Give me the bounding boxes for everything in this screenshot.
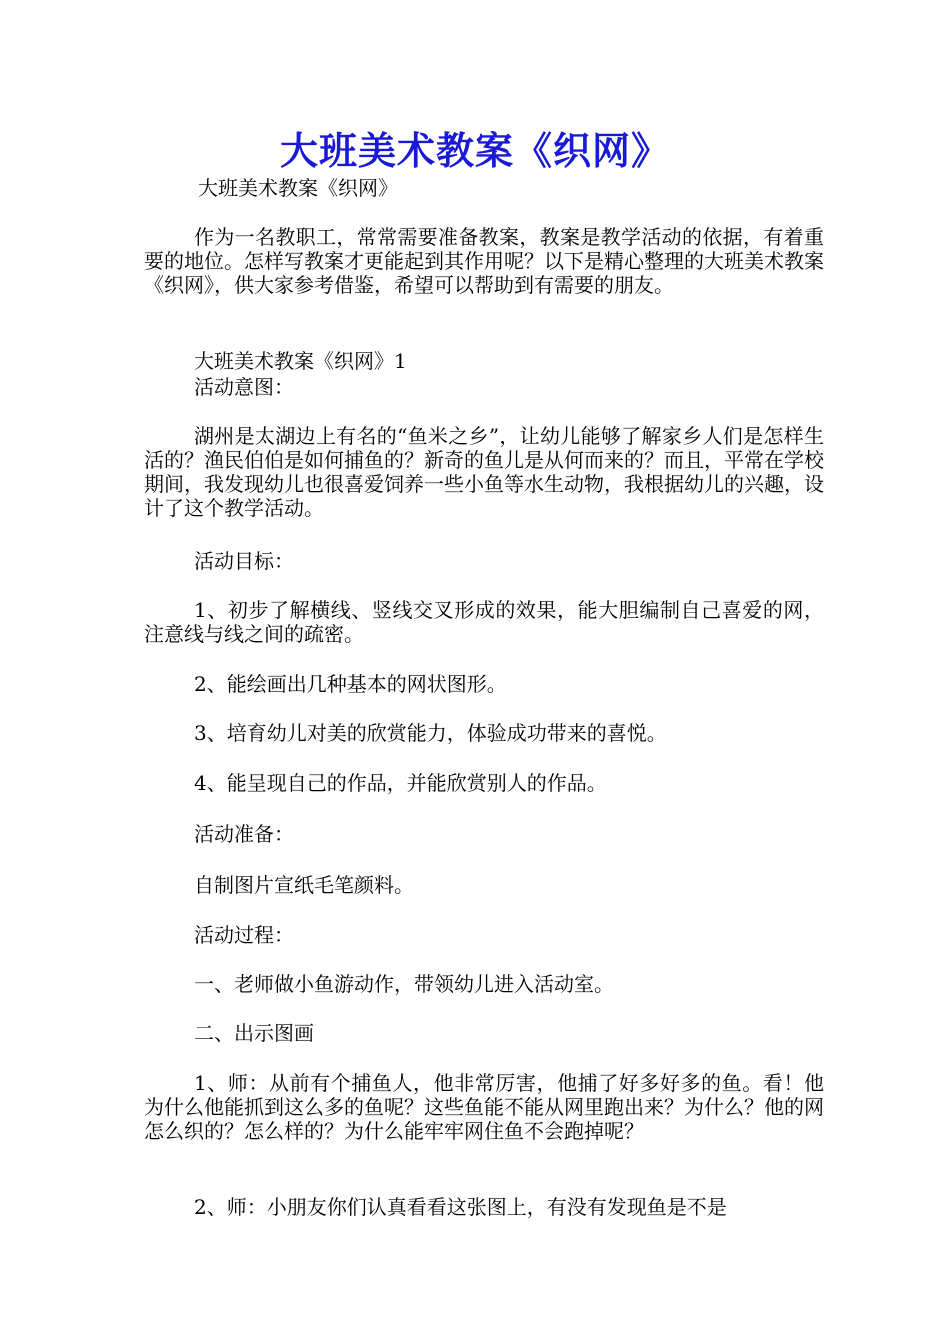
goal-item-1: 1、初步了解横线、竖线交叉形成的效果，能大胆编制自己喜爱的网，注意线与线之间的疏密。 [144, 598, 824, 646]
goal-item-4: 4、能呈现自己的作品，并能欣赏别人的作品。 [194, 771, 607, 795]
intro-paragraph: 作为一名教职工，常常需要准备教案，教案是教学活动的依据，有着重要的地位。怎样写教案才更能起到其作用呢？以下是精心整理的大班美术教案《织网》，供大家参考借鉴，希望可以帮助到有需要的朋友。 [144, 225, 824, 297]
process-step-2-1: 1、师：从前有个捕鱼人，他非常厉害，他捕了好多好多的鱼。看！他为什么他能抓到这么多的鱼呢？这些鱼能不能从网里跑出来？为什么？他的网怎么织的？怎么样的？为什么能牢牢网住鱼不会跑掉呢？ [144, 1071, 824, 1143]
document-title: 大班美术教案《织网》 [279, 128, 670, 173]
section-heading: 大班美术教案《织网》1 [194, 349, 407, 373]
intent-heading: 活动意图： [194, 375, 294, 399]
document-subtitle: 大班美术教案《织网》 [198, 176, 398, 200]
goal-item-3: 3、培育幼儿对美的欣赏能力，体验成功带来的喜悦。 [194, 721, 667, 745]
process-step-2-2: 2、师：小朋友你们认真看看这张图上，有没有发现鱼是不是 [194, 1195, 727, 1219]
process-heading: 活动过程： [194, 923, 294, 947]
prep-text: 自制图片宣纸毛笔颜料。 [194, 873, 414, 897]
process-step-2: 二、出示图画 [194, 1021, 314, 1045]
prep-heading: 活动准备： [194, 822, 294, 846]
goals-heading: 活动目标： [194, 549, 294, 573]
process-step-1: 一、老师做小鱼游动作，带领幼儿进入活动室。 [194, 972, 614, 996]
intent-paragraph: 湖州是太湖边上有名的“鱼米之乡”，让幼儿能够了解家乡人们是怎样生活的？渔民伯伯是如何捕鱼的？新奇的鱼儿是从何而来的？而且，平常在学校期间，我发现幼儿也很喜爱饲养一些小鱼等水生动物，我根据幼儿的兴趣，设计了这个教学活动。 [144, 424, 824, 520]
goal-item-2: 2、能绘画出几种基本的网状图形。 [194, 672, 507, 696]
